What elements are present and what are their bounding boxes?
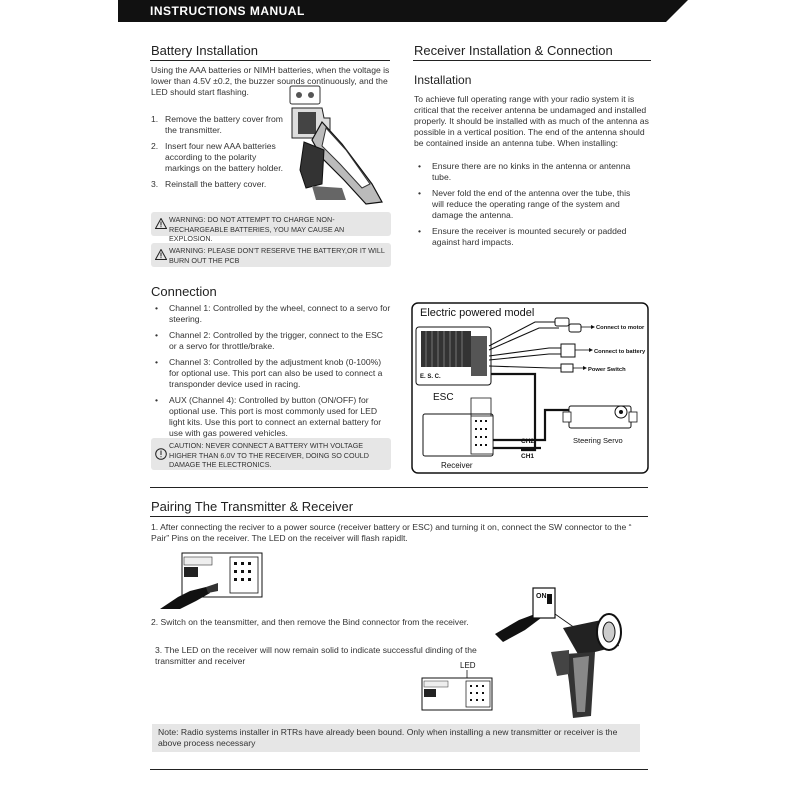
esc-label: ESC bbox=[433, 392, 454, 403]
step-text: Reinstall the battery cover. bbox=[165, 179, 267, 189]
step-num: 1. bbox=[151, 114, 159, 124]
receiver-rule bbox=[413, 60, 651, 61]
warning-text: WARNING: PLEASE DON'T RESERVE THE BATTERY,OR IT WILL BURN OUT THE PCB bbox=[169, 246, 385, 265]
warning-icon bbox=[155, 249, 167, 260]
caution-icon bbox=[155, 448, 167, 460]
header-title: INSTRUCTIONS MANUAL bbox=[150, 4, 305, 18]
wiring-diagram bbox=[411, 302, 649, 474]
esc-text: E. S. C. bbox=[420, 374, 441, 380]
battery-intro: Using the AAA batteries or NIMH batteries, when the voltage is lower than 4.5V ±0.2, the buzzer sounds continuously, and the LED should start flashing. bbox=[151, 65, 390, 97]
connection-title: Connection bbox=[151, 284, 217, 299]
power-switch-label: Power Switch bbox=[588, 367, 626, 373]
battery-title: Battery Installation bbox=[151, 43, 258, 58]
warning-box-charge bbox=[151, 212, 391, 243]
pairing-step-2: 2. Switch on the teansmitter, and then remove the Bind connector from the receiver. bbox=[151, 617, 469, 627]
pairing-receiver-illustration bbox=[160, 551, 265, 611]
battery-step bbox=[151, 114, 291, 136]
caution-text: CAUTION: NEVER CONNECT A BATTERY WITH VOLTAGE HIGHER THAN 6.0V TO THE RECEIVER, DOING SO COULD DAMAGE THE ELECTRONICS. bbox=[169, 441, 369, 469]
connection-bullets bbox=[151, 303, 391, 444]
battery-step bbox=[151, 141, 291, 174]
list-item: • Channel 2: Controlled by the trigger, connect to the ESC or a servo for throttle/brake. bbox=[151, 330, 391, 352]
step-text: Insert four new AAA batteries according to the polarity markings on the battery holder. bbox=[165, 141, 283, 173]
diagram-title: Electric powered model bbox=[420, 307, 535, 319]
receiver-led-illustration bbox=[420, 658, 500, 712]
pairing-step-1: 1. After connecting the reciver to a power source (receiver battery or ESC) and turning it on, connect the SW connector to the “ Pair” Pins on the receiver. The LED on the receiver will flash rapidlt. bbox=[151, 522, 632, 543]
on-label: ON bbox=[536, 593, 547, 600]
led-label: LED bbox=[460, 661, 476, 670]
pairing-step-3: 3. The LED on the receiver will now remain solid to indicate successful dinding of the transmitter and receiver bbox=[155, 645, 477, 666]
battery-steps bbox=[151, 114, 291, 195]
list-item: • Ensure the receiver is mounted securely or padded against hard impacts. bbox=[414, 226, 644, 248]
list-item: • Ensure there are no kinks in the antenna or antenna tube. bbox=[414, 161, 644, 183]
battery-step bbox=[151, 179, 291, 190]
step-num: 3. bbox=[151, 179, 159, 189]
pairing-rule bbox=[150, 516, 648, 517]
connect-battery-label: Connect to battery bbox=[594, 349, 646, 355]
transmitter-switch-illustration bbox=[495, 586, 645, 722]
ch2-label: CH2 bbox=[521, 438, 535, 445]
connect-motor-label: Connect to motor bbox=[596, 325, 645, 331]
receiver-title: Receiver Installation & Connection bbox=[414, 43, 613, 58]
receiver-intro: To achieve full operating range with your radio system it is critical that the receiver antenna be undamaged and installed properly. It should be installed with as much of the antenna as possible in a vertical position. The end of the antenna should be contained inside an antenna tube. When installing: bbox=[414, 94, 649, 148]
battery-rule bbox=[150, 60, 390, 61]
list-item: • Channel 3: Controlled by the adjustment knob (0-100%) for optional use. This port can also be used to connect a transponder device used in racing. bbox=[151, 357, 391, 390]
list-item: • AUX (Channel 4): Controlled by button (ON/OFF) for optional use. This port is most commonly used for LED light kits. Use this port to connect an external battery for use with gas powered vehicles. bbox=[151, 395, 391, 439]
warning-icon bbox=[155, 218, 167, 229]
pairing-title: Pairing The Transmitter & Receiver bbox=[151, 499, 354, 514]
header-bar bbox=[118, 0, 688, 22]
list-item: • Never fold the end of the antenna over the tube, this will reduce the operating range of the system and damage the antenna. bbox=[414, 188, 644, 221]
list-item: • Channel 1: Controlled by the wheel, connect to a servo for steering. bbox=[151, 303, 391, 325]
section-divider bbox=[150, 487, 648, 488]
note-box: Note: Radio systems installer in RTRs have already been bound. Only when installing a new transmitter or receiver is the above process necessary bbox=[152, 724, 640, 752]
installation-subtitle: Installation bbox=[414, 73, 472, 87]
caution-box bbox=[151, 438, 391, 470]
receiver-label: Receiver bbox=[441, 461, 473, 470]
steering-servo bbox=[563, 406, 637, 428]
step-text: Remove the battery cover from the transmitter. bbox=[165, 114, 283, 135]
receiver-bullets bbox=[414, 161, 644, 253]
step-num: 2. bbox=[151, 141, 159, 151]
ch1-label: CH1 bbox=[521, 453, 535, 460]
esc-unit bbox=[416, 327, 491, 385]
warning-box-battery bbox=[151, 243, 391, 267]
transmitter-battery-illustration bbox=[282, 84, 390, 206]
bottom-rule bbox=[150, 769, 648, 770]
warning-text: WARNING: DO NOT ATTEMPT TO CHARGE NON-RECHARGEABLE BATTERIES, YOU MAY CAUSE AN EXPLOSION. bbox=[169, 215, 345, 243]
steering-servo-label: Steering Servo bbox=[573, 436, 623, 445]
